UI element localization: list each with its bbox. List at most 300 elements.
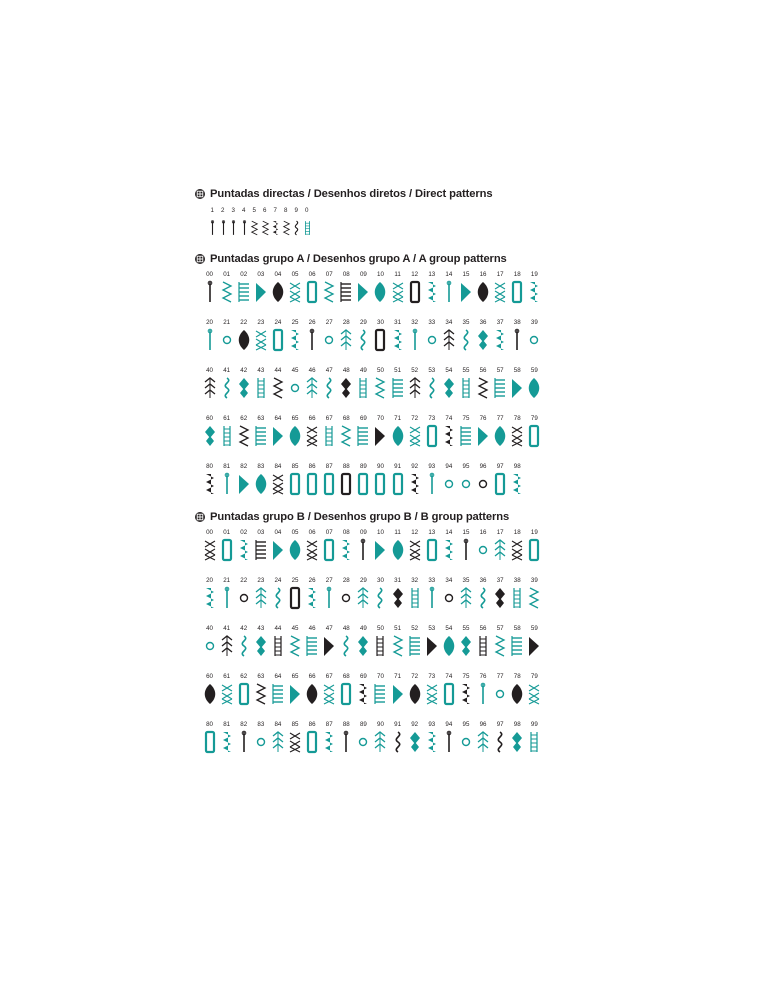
pattern-cell: [406, 576, 423, 611]
pattern-cell: [372, 414, 389, 449]
pattern-cell: [372, 672, 389, 707]
pattern-number: 19: [530, 529, 538, 536]
pattern-number: 65: [291, 415, 299, 422]
pattern-number: 70: [377, 415, 384, 422]
stitch-pattern-icon: [458, 682, 474, 706]
pattern-cell: [286, 318, 303, 353]
stitch-pattern-icon: [390, 376, 406, 400]
pattern-cell: [286, 462, 303, 497]
pattern-number: 21: [223, 319, 231, 326]
pattern-number: 05: [291, 529, 299, 536]
pattern-cell: [389, 672, 406, 707]
pattern-cell: [304, 414, 321, 449]
stitch-pattern-icon: [475, 280, 491, 304]
pattern-number: 0: [305, 207, 309, 214]
pattern-number: 43: [257, 625, 265, 632]
pattern-cell: [218, 270, 235, 305]
pattern-cell: [440, 462, 457, 497]
pattern-cell: [235, 672, 252, 707]
stitch-pattern-icon: [441, 682, 457, 706]
pattern-number: 82: [240, 463, 248, 470]
stitch-pattern-icon: [475, 376, 491, 400]
pattern-number: 85: [291, 463, 299, 470]
pattern-number: 26: [308, 319, 316, 326]
pattern-cell: [286, 576, 303, 611]
stitch-pattern-icon: [253, 730, 269, 754]
pattern-cell: [321, 366, 338, 401]
stitch-pattern-icon: [302, 216, 313, 240]
pattern-cell: [406, 624, 423, 659]
pattern-cell: [475, 462, 492, 497]
stitch-pattern-icon: [304, 280, 320, 304]
pattern-cell: [475, 576, 492, 611]
pattern-number: 19: [530, 271, 538, 278]
pattern-cell: [201, 462, 218, 497]
pattern-number: 15: [462, 529, 470, 536]
stitch-pattern-icon: [287, 472, 303, 496]
stitch-pattern-icon: [207, 216, 218, 240]
stitch-pattern-icon: [475, 730, 491, 754]
pattern-number: 28: [342, 577, 350, 584]
pattern-cell: [406, 672, 423, 707]
stitch-pattern-icon: [270, 634, 286, 658]
pattern-number: 18: [513, 271, 521, 278]
pattern-number: 59: [530, 625, 538, 632]
pattern-number: 10: [377, 271, 384, 278]
stitch-pattern-icon: [390, 730, 406, 754]
pattern-cell: [321, 414, 338, 449]
stitch-pattern-icon: [424, 376, 440, 400]
pattern-cell: [252, 414, 269, 449]
pattern-number: 88: [342, 721, 350, 728]
pattern-number: 49: [359, 367, 367, 374]
pattern-number: 21: [223, 577, 231, 584]
pattern-number: 45: [291, 625, 299, 632]
stitch-pattern-icon: [253, 376, 269, 400]
pattern-cell: [423, 462, 440, 497]
pattern-cell: [457, 672, 474, 707]
pattern-number: 87: [325, 463, 333, 470]
stitch-pattern-icon: [202, 280, 218, 304]
pattern-number: 31: [394, 319, 402, 326]
stitch-pattern-icon: [338, 424, 354, 448]
stitch-pattern-icon: [236, 682, 252, 706]
pattern-number: 84: [274, 721, 282, 728]
pattern-cell: [423, 672, 440, 707]
pattern-number: 7: [273, 207, 277, 214]
stitch-pattern-icon: [202, 376, 218, 400]
pattern-number: 95: [462, 721, 470, 728]
pattern-cell: [304, 624, 321, 659]
pattern-number: 24: [274, 319, 282, 326]
pattern-number: 33: [428, 577, 436, 584]
pattern-number: 68: [342, 415, 350, 422]
pattern-number: 51: [394, 367, 402, 374]
pattern-number: 11: [394, 529, 401, 536]
stitch-pattern-icon: [304, 472, 320, 496]
stitch-pattern-icon: [355, 328, 371, 352]
pattern-number: 60: [206, 415, 213, 422]
stitch-pattern-icon: [202, 538, 218, 562]
section-title-text: Puntadas directas / Desenhos diretos / Direct patterns: [210, 188, 493, 200]
pattern-cell: [239, 206, 250, 241]
pattern-cell: [321, 462, 338, 497]
pattern-number: 41: [223, 367, 231, 374]
stitch-pattern-icon: [424, 472, 440, 496]
pattern-cell: [286, 366, 303, 401]
stitch-pattern-icon: [390, 538, 406, 562]
pattern-number: 66: [308, 415, 316, 422]
pattern-cell: [355, 366, 372, 401]
stitch-pattern-icon: [458, 538, 474, 562]
pattern-number: 30: [377, 577, 384, 584]
section-title-text: Puntadas grupo B / Desenhos grupo B / B group patterns: [210, 511, 510, 523]
stitch-pattern-icon: [407, 682, 423, 706]
stitch-pattern-icon: [509, 472, 525, 496]
pattern-number: 71: [394, 673, 402, 680]
pattern-number: 50: [377, 367, 384, 374]
pattern-number: 25: [291, 577, 299, 584]
stitch-pattern-icon: [372, 586, 388, 610]
stitch-pattern-icon: [355, 586, 371, 610]
pattern-number: 43: [257, 367, 265, 374]
pattern-number: 92: [411, 463, 419, 470]
pattern-cell: [389, 576, 406, 611]
pattern-number: 90: [377, 463, 384, 470]
stitch-pattern-icon: [355, 682, 371, 706]
pattern-cell: [509, 576, 526, 611]
pattern-cell: [423, 270, 440, 305]
stitch-pattern-icon: [270, 682, 286, 706]
pattern-cell: [509, 366, 526, 401]
pattern-number: 40: [206, 625, 213, 632]
stitch-pattern-icon: [355, 376, 371, 400]
stitch-pattern-icon: [338, 730, 354, 754]
stitch-pattern-icon: [218, 216, 229, 240]
stitch-pattern-icon: [475, 328, 491, 352]
stitch-pattern-icon: [492, 376, 508, 400]
pattern-number: 69: [359, 673, 367, 680]
pattern-cell: [218, 672, 235, 707]
pattern-cell: [526, 672, 543, 707]
pattern-cell: [355, 318, 372, 353]
stitch-pattern-icon: [441, 424, 457, 448]
pattern-cell: [389, 366, 406, 401]
pattern-cell: [201, 366, 218, 401]
pattern-cell: [269, 318, 286, 353]
stitch-pattern-icon: [253, 682, 269, 706]
pattern-number: 41: [223, 625, 231, 632]
stitch-pattern-icon: [526, 280, 542, 304]
stitch-pattern-icon: [424, 280, 440, 304]
stitch-pattern-icon: [321, 538, 337, 562]
pattern-number: 10: [377, 529, 384, 536]
pattern-cell: [321, 624, 338, 659]
pattern-cell: [355, 462, 372, 497]
pattern-number: 5: [252, 207, 256, 214]
pattern-cell: [406, 528, 423, 563]
stitch-pattern-icon: [253, 328, 269, 352]
pattern-cell: [355, 720, 372, 755]
pattern-cell: [269, 624, 286, 659]
pattern-number: 39: [530, 577, 538, 584]
stitch-pattern-icon: [526, 328, 542, 352]
pattern-cell: [249, 206, 260, 241]
pattern-cell: [372, 720, 389, 755]
pattern-cell: [252, 318, 269, 353]
stitch-pattern-icon: [287, 682, 303, 706]
pattern-number: 88: [342, 463, 350, 470]
pattern-number: 09: [359, 529, 367, 536]
stitch-pattern-icon: [492, 586, 508, 610]
pattern-cell: [457, 624, 474, 659]
pattern-cell: [338, 720, 355, 755]
pattern-cell: [201, 414, 218, 449]
pattern-cell: [338, 414, 355, 449]
stitch-pattern-icon: [526, 682, 542, 706]
pattern-number: 9: [294, 207, 298, 214]
pattern-cell: [321, 576, 338, 611]
stitch-pattern-icon: [458, 328, 474, 352]
stitch-pattern-icon: [372, 328, 388, 352]
stitch-pattern-icon: [390, 634, 406, 658]
pattern-number: 35: [462, 577, 470, 584]
pattern-cell: [355, 528, 372, 563]
pattern-number: 86: [308, 721, 316, 728]
pattern-number: 51: [394, 625, 402, 632]
pattern-cell: [270, 206, 281, 241]
pattern-number: 83: [257, 721, 265, 728]
pattern-cell: [389, 270, 406, 305]
pattern-cell: [218, 366, 235, 401]
stitch-pattern-icon: [321, 730, 337, 754]
pattern-number: 89: [359, 721, 367, 728]
stitch-pattern-icon: [338, 634, 354, 658]
stitch-pattern-icon: [526, 586, 542, 610]
pattern-cell: [269, 528, 286, 563]
stitch-pattern-icon: [287, 538, 303, 562]
stitch-pattern-icon: [321, 682, 337, 706]
pattern-cell: [286, 624, 303, 659]
pattern-number: 49: [359, 625, 367, 632]
pattern-row: [201, 414, 565, 449]
pattern-cell: [457, 366, 474, 401]
stitch-pattern-icon: [236, 280, 252, 304]
pattern-cell: [235, 720, 252, 755]
pattern-number: 80: [206, 463, 213, 470]
stitch-pattern-icon: [270, 586, 286, 610]
stitch-pattern-icon: [390, 424, 406, 448]
pattern-cell: [235, 462, 252, 497]
pattern-cell: [201, 624, 218, 659]
stitch-pattern-icon: [236, 328, 252, 352]
pattern-cell: [389, 414, 406, 449]
pattern-cell: [269, 462, 286, 497]
pattern-cell: [269, 414, 286, 449]
pattern-number: 94: [445, 463, 453, 470]
pattern-number: 94: [445, 721, 453, 728]
stitch-pattern-icon: [219, 472, 235, 496]
pattern-number: 74: [445, 415, 453, 422]
pattern-cell: [304, 366, 321, 401]
pattern-cell: [218, 462, 235, 497]
pattern-cell: [252, 528, 269, 563]
pattern-cell: [389, 624, 406, 659]
pattern-number: 08: [342, 271, 350, 278]
stitch-pattern-icon: [338, 280, 354, 304]
pattern-cell: [423, 720, 440, 755]
stitch-pattern-icon: [321, 586, 337, 610]
stitch-pattern-icon: [291, 216, 302, 240]
pattern-row: [201, 462, 565, 497]
pattern-number: 46: [308, 367, 316, 374]
pattern-cell: [235, 576, 252, 611]
pattern-cell: [440, 318, 457, 353]
stitch-pattern-icon: [407, 730, 423, 754]
stitch-pattern-icon: [304, 586, 320, 610]
pattern-cell: [355, 576, 372, 611]
stitch-pattern-icon: [458, 730, 474, 754]
stitch-pattern-icon: [509, 280, 525, 304]
stitch-pattern-icon: [475, 586, 491, 610]
stitch-pattern-icon: [270, 216, 281, 240]
pattern-number: 54: [445, 367, 453, 374]
stitch-pattern-icon: [202, 682, 218, 706]
pattern-cell: [423, 624, 440, 659]
pattern-cell: [440, 366, 457, 401]
pattern-number: 73: [428, 415, 436, 422]
pattern-number: 32: [411, 577, 419, 584]
pattern-number: 03: [257, 529, 265, 536]
pattern-number: 22: [240, 577, 248, 584]
pattern-cell: [492, 576, 509, 611]
pattern-cell: [492, 720, 509, 755]
pattern-cell: [201, 672, 218, 707]
pattern-number: 42: [240, 367, 248, 374]
pattern-cell: [252, 624, 269, 659]
pattern-cell: [475, 366, 492, 401]
pattern-cell: [389, 318, 406, 353]
pattern-cell: [406, 720, 423, 755]
stitch-pattern-icon: [390, 472, 406, 496]
pattern-number: 80: [206, 721, 213, 728]
stitch-pattern-icon: [458, 424, 474, 448]
pattern-number: 11: [394, 271, 401, 278]
stitch-pattern-icon: [407, 634, 423, 658]
pattern-number: 62: [240, 673, 248, 680]
pattern-number: 20: [206, 319, 213, 326]
stitch-pattern-icon: [321, 634, 337, 658]
pattern-cell: [321, 672, 338, 707]
stitch-pattern-icon: [219, 538, 235, 562]
stitch-pattern-icon: [239, 216, 250, 240]
pattern-number: 75: [462, 415, 470, 422]
pattern-number: 67: [325, 415, 333, 422]
pattern-number: 16: [479, 271, 487, 278]
stitch-pattern-icon: [372, 424, 388, 448]
pattern-cell: [457, 318, 474, 353]
stitch-pattern-icon: [287, 634, 303, 658]
pattern-number: 33: [428, 319, 436, 326]
pattern-cell: [218, 206, 229, 241]
pattern-cell: [269, 270, 286, 305]
pattern-number: 44: [274, 625, 282, 632]
pattern-number: 37: [496, 577, 504, 584]
pattern-number: 1: [210, 207, 214, 214]
stitch-pattern-icon: [287, 328, 303, 352]
pattern-number: 12: [411, 529, 419, 536]
pattern-number: 40: [206, 367, 213, 374]
stitch-pattern-icon: [202, 586, 218, 610]
stitch-pattern-icon: [355, 730, 371, 754]
pattern-cell: [457, 462, 474, 497]
pattern-number: 17: [496, 271, 504, 278]
stitch-pattern-icon: [202, 328, 218, 352]
pattern-row: [201, 576, 565, 611]
pattern-row: [201, 318, 565, 353]
pattern-number: 4: [242, 207, 246, 214]
pattern-number: 44: [274, 367, 282, 374]
pattern-number: 95: [462, 463, 470, 470]
pattern-number: 71: [394, 415, 402, 422]
pattern-number: 63: [257, 673, 265, 680]
stitch-pattern-icon: [202, 730, 218, 754]
pattern-number: 54: [445, 625, 453, 632]
pattern-cell: [526, 624, 543, 659]
stitch-pattern-icon: [219, 586, 235, 610]
stitch-pattern-icon: [441, 328, 457, 352]
pattern-number: 70: [377, 673, 384, 680]
pattern-number: 68: [342, 673, 350, 680]
pattern-number: 25: [291, 319, 299, 326]
pattern-cell: [218, 720, 235, 755]
stitch-pattern-icon: [253, 280, 269, 304]
pattern-cell: [281, 206, 292, 241]
pattern-cell: [509, 462, 526, 497]
pattern-cell: [321, 720, 338, 755]
pattern-number: 6: [263, 207, 267, 214]
stitch-pattern-icon: [219, 376, 235, 400]
stitch-pattern-icon: [475, 538, 491, 562]
stitch-pattern-icon: [236, 376, 252, 400]
pattern-number: 23: [257, 577, 265, 584]
stitch-pattern-icon: [372, 538, 388, 562]
pattern-cell: [406, 366, 423, 401]
stitch-pattern-icon: [236, 586, 252, 610]
pattern-cell: [509, 414, 526, 449]
pattern-cell: [355, 270, 372, 305]
pattern-cell: [269, 720, 286, 755]
stitch-pattern-icon: [253, 472, 269, 496]
stitch-pattern-icon: [475, 682, 491, 706]
pattern-number: 29: [359, 319, 367, 326]
pattern-cell: [355, 672, 372, 707]
pattern-number: 64: [274, 673, 282, 680]
stitch-pattern-icon: [407, 586, 423, 610]
pattern-cell: [492, 462, 509, 497]
pattern-number: 89: [359, 463, 367, 470]
pattern-cell: [509, 720, 526, 755]
pattern-cell: [304, 672, 321, 707]
pattern-cell: [269, 672, 286, 707]
pattern-cell: [440, 672, 457, 707]
pattern-number: 98: [513, 721, 521, 728]
stitch-pattern-icon: [270, 730, 286, 754]
pattern-number: 77: [496, 673, 504, 680]
pattern-number: 74: [445, 673, 453, 680]
stitch-pattern-icon: [372, 730, 388, 754]
stitch-pattern-icon: [526, 730, 542, 754]
